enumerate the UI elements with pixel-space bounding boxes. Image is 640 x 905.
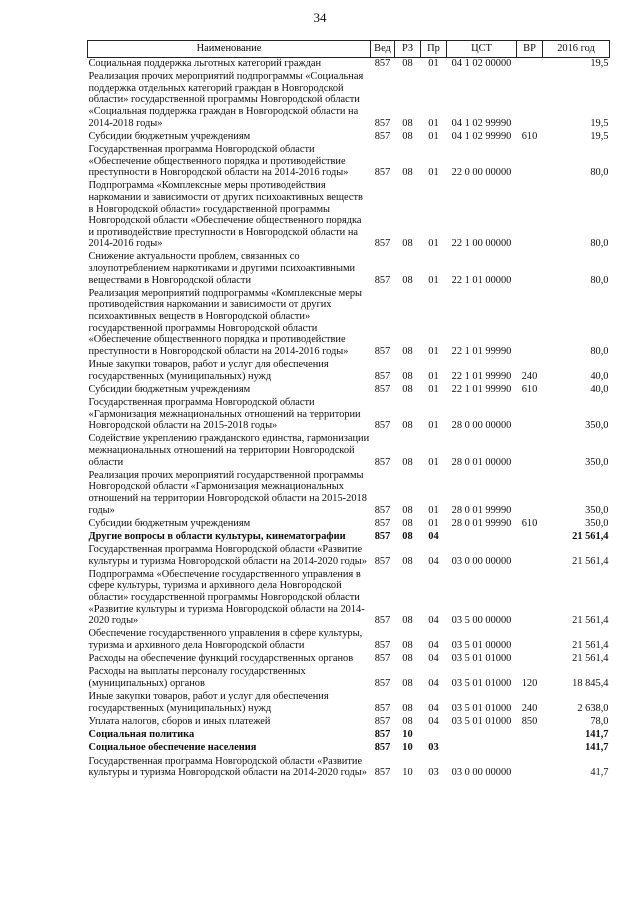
cell-name: Обеспечение государственного управления в сфере культуры, туризма и архивного дела Новгородской области <box>88 628 363 651</box>
cell-ved: 857 <box>374 504 391 516</box>
cell-cst: 03 0 00 00000 <box>451 767 512 779</box>
cell-vr <box>517 729 543 742</box>
cell-name: Уплата налогов, сборов и иных платежей <box>88 715 271 727</box>
cell-rz: 08 <box>402 130 413 142</box>
cell-sum: 40,0 <box>590 383 609 395</box>
cell-ved: 857 <box>374 640 391 651</box>
cell-ved: 857 <box>374 167 391 179</box>
cell-pr <box>421 729 447 742</box>
table-row <box>88 71 610 131</box>
cell-cst: 28 0 01 99990 <box>451 504 512 516</box>
cell-vr <box>517 756 543 781</box>
cell-name: Социальная поддержка льготных категорий граждан <box>88 58 322 69</box>
cell-name: Государственная программа Новгородской области «Развитие культуры и туризма Новгородской области на 2014-2020 годы» <box>88 544 367 567</box>
table-row <box>88 544 610 569</box>
cell-name: Субсидии бюджетным учреждениям <box>88 383 251 395</box>
cell-ved: 857 <box>374 767 391 779</box>
cell-pr: 01 <box>428 370 439 382</box>
cell-sum: 80,0 <box>590 274 609 286</box>
cell-cst: 03 5 01 01000 <box>451 677 512 689</box>
cell-ved: 857 <box>374 383 391 395</box>
cell-cst: 28 0 01 99990 <box>451 517 512 529</box>
cell-pr: 01 <box>428 345 439 357</box>
cell-rz: 08 <box>402 58 413 69</box>
cell-sum: 21 561,4 <box>572 615 609 627</box>
cell-sum: 21 561,4 <box>572 530 609 542</box>
table-row <box>88 531 610 544</box>
table-row <box>88 666 610 691</box>
cell-ved: 857 <box>374 615 391 627</box>
cell-cst: 04 1 02 99990 <box>451 117 512 129</box>
cell-pr: 04 <box>428 702 439 714</box>
cell-vr <box>517 433 543 469</box>
cell-vr <box>517 58 543 72</box>
cell-vr <box>517 71 543 131</box>
table-row <box>88 131 610 144</box>
cell-rz: 08 <box>402 167 413 179</box>
table-row <box>88 518 610 531</box>
cell-rz: 08 <box>402 517 413 529</box>
cell-rz: 08 <box>402 555 413 567</box>
cell-cst: 03 5 01 01000 <box>451 653 512 665</box>
cell-rz: 08 <box>402 274 413 286</box>
cell-rz: 08 <box>402 117 413 129</box>
table-row <box>88 569 610 629</box>
cell-sum: 18 845,4 <box>572 677 609 689</box>
cell-ved: 857 <box>374 677 391 689</box>
cell-ved: 857 <box>374 238 391 250</box>
cell-name: Государственная программа Новгородской области «Обеспечение общественного порядка и противодействие преступности в Новгородской области на 2014-2016 годы» <box>88 143 349 179</box>
cell-vr: 240 <box>521 370 538 382</box>
cell-name: Расходы на выплаты персоналу государственных (муниципальных) органов <box>88 666 306 689</box>
cell-vr: 610 <box>521 130 538 142</box>
cell-vr <box>517 288 543 359</box>
table-row <box>88 384 610 397</box>
cell-pr: 01 <box>428 517 439 529</box>
header-ved: Вед <box>371 41 395 58</box>
cell-ved: 857 <box>374 345 391 357</box>
cell-vr <box>517 144 543 180</box>
cell-name: Субсидии бюджетным учреждениям <box>88 130 251 142</box>
cell-sum: 350,0 <box>585 504 609 516</box>
cell-vr: 610 <box>521 383 538 395</box>
table-row <box>88 742 610 755</box>
cell-sum: 40,0 <box>590 370 609 382</box>
cell-cst: 22 1 00 00000 <box>451 238 512 250</box>
cell-cst: 22 1 01 99990 <box>451 345 512 357</box>
cell-cst: 22 1 01 00000 <box>451 274 512 286</box>
cell-name: Реализация прочих мероприятий подпрограммы «Социальная поддержка отдельных категорий граждан в Новгородской области» государственной программы Новгородской области «Социальная поддержка граждан в Новгородской области на 2014-2018 годы» <box>88 71 364 129</box>
cell-vr <box>517 470 543 518</box>
header-rz: РЗ <box>395 41 421 58</box>
cell-sum: 78,0 <box>590 715 609 727</box>
table-row <box>88 691 610 716</box>
cell-ved: 857 <box>374 702 391 714</box>
cell-rz: 08 <box>402 238 413 250</box>
cell-name: Субсидии бюджетным учреждениям <box>88 517 251 529</box>
cell-cst: 28 0 01 00000 <box>451 456 512 468</box>
cell-pr: 01 <box>428 274 439 286</box>
cell-pr: 01 <box>428 238 439 250</box>
table-row <box>88 433 610 469</box>
cell-rz: 08 <box>402 702 413 714</box>
cell-cst <box>447 742 517 755</box>
table-row <box>88 180 610 251</box>
table-row <box>88 144 610 180</box>
cell-pr: 01 <box>428 167 439 179</box>
cell-sum: 41,7 <box>590 767 609 779</box>
header-sum: 2016 год <box>543 41 610 58</box>
cell-name: Социальная политика <box>88 729 195 741</box>
cell-sum: 350,0 <box>585 456 609 468</box>
cell-pr: 01 <box>428 117 439 129</box>
cell-ved: 857 <box>374 274 391 286</box>
table-row <box>88 470 610 518</box>
cell-vr <box>517 628 543 653</box>
table-row <box>88 628 610 653</box>
cell-rz: 08 <box>402 653 413 665</box>
cell-cst <box>447 729 517 742</box>
cell-pr: 03 <box>428 767 439 779</box>
header-pr: Пр <box>421 41 447 58</box>
cell-sum: 21 561,4 <box>572 653 609 665</box>
cell-cst: 22 1 01 99990 <box>451 383 512 395</box>
cell-rz: 08 <box>402 504 413 516</box>
cell-sum: 21 561,4 <box>572 640 609 651</box>
cell-cst: 03 0 00 00000 <box>451 555 512 567</box>
cell-ved: 857 <box>374 370 391 382</box>
cell-ved: 857 <box>374 742 391 754</box>
cell-rz: 08 <box>402 383 413 395</box>
cell-name: Государственная программа Новгородской области «Развитие культуры и туризма Новгородской области на 2014-2020 годы» <box>88 755 367 779</box>
cell-ved: 857 <box>374 530 391 542</box>
cell-sum: 19,5 <box>590 58 609 69</box>
table-row <box>88 653 610 666</box>
cell-pr: 01 <box>428 130 439 142</box>
cell-pr: 03 <box>428 742 439 754</box>
cell-cst <box>447 531 517 544</box>
table-row <box>88 716 610 729</box>
cell-name: Подпрограмма «Комплексные меры противодействия наркомании и зависимости от других психоактивных веществ в Новгородской области» государственной программы Новгородской области «Обеспечение общественного порядка и противодействие преступности в Новгородской области на 2014-2016 годы» <box>88 180 363 250</box>
cell-vr <box>517 397 543 433</box>
cell-rz: 08 <box>402 345 413 357</box>
budget-table <box>87 40 610 780</box>
cell-sum: 141,7 <box>585 729 609 741</box>
cell-name: Иные закупки товаров, работ и услуг для обеспечения государственных (муниципальных) нужд <box>88 359 329 382</box>
table-row <box>88 359 610 384</box>
cell-sum: 350,0 <box>585 517 609 529</box>
cell-vr <box>517 544 543 569</box>
cell-vr <box>517 653 543 666</box>
cell-name: Подпрограмма «Обеспечение государственного управления в сфере культуры, туризма и архивного дела Новгородской области» государственной программы Новгородской области «Развитие культуры и туризма Новгородской области на 2014-2020 годы» <box>88 568 365 627</box>
cell-cst: 22 0 00 00000 <box>451 167 512 179</box>
cell-vr: 120 <box>521 677 538 689</box>
cell-ved: 857 <box>374 555 391 567</box>
cell-cst: 04 1 02 00000 <box>451 58 512 69</box>
cell-pr: 01 <box>428 504 439 516</box>
cell-ved: 857 <box>374 130 391 142</box>
cell-vr: 610 <box>521 517 538 529</box>
cell-rz: 10 <box>402 729 413 741</box>
table-row <box>88 58 610 72</box>
cell-rz: 10 <box>402 767 413 779</box>
cell-sum: 141,7 <box>585 742 609 754</box>
cell-ved: 857 <box>374 517 391 529</box>
cell-vr <box>517 251 543 287</box>
cell-cst: 22 1 01 99990 <box>451 370 512 382</box>
table-row <box>88 288 610 359</box>
cell-cst: 03 5 01 01000 <box>451 702 512 714</box>
header-cst: ЦСТ <box>447 41 517 58</box>
cell-pr: 04 <box>428 530 439 542</box>
header-vr: ВР <box>517 41 543 58</box>
cell-cst: 03 5 00 00000 <box>451 615 512 627</box>
cell-sum: 80,0 <box>590 167 609 179</box>
cell-rz: 10 <box>402 742 413 754</box>
cell-pr: 01 <box>428 420 439 432</box>
cell-cst: 03 5 01 00000 <box>451 640 512 651</box>
cell-pr: 01 <box>428 58 439 69</box>
cell-name: Реализация мероприятий подпрограммы «Комплексные меры противодействия наркомании и зависимости от других психоактивных веществ в Новгородской области» государственной программы Новгородской области «Обеспечение общественного порядка и противодействие преступности в Новгородской области на 2014-2016 годы» <box>88 287 363 357</box>
cell-rz: 08 <box>402 456 413 468</box>
cell-pr: 04 <box>428 653 439 665</box>
cell-rz: 08 <box>402 715 413 727</box>
cell-rz: 08 <box>402 420 413 432</box>
cell-pr: 04 <box>428 715 439 727</box>
cell-sum: 80,0 <box>590 345 609 357</box>
cell-pr: 04 <box>428 677 439 689</box>
cell-ved: 857 <box>374 58 391 69</box>
cell-sum: 19,5 <box>590 117 609 129</box>
cell-rz: 08 <box>402 640 413 651</box>
cell-rz: 08 <box>402 370 413 382</box>
cell-pr: 04 <box>428 640 439 651</box>
cell-cst: 04 1 02 99990 <box>451 130 512 142</box>
cell-name: Другие вопросы в области культуры, кинематографии <box>88 530 346 542</box>
cell-vr: 240 <box>521 702 538 714</box>
cell-cst: 03 5 01 01000 <box>451 715 512 727</box>
cell-pr: 04 <box>428 615 439 627</box>
table-row <box>88 251 610 287</box>
cell-ved: 857 <box>374 715 391 727</box>
cell-sum: 350,0 <box>585 420 609 432</box>
cell-name: Снижение актуальности проблем, связанных со злоупотреблением наркотиками и другими психоактивными веществами в Новгородской области <box>88 251 356 286</box>
cell-ved: 857 <box>374 729 391 741</box>
cell-sum: 80,0 <box>590 238 609 250</box>
table-header <box>88 41 610 58</box>
cell-vr <box>517 569 543 629</box>
cell-name: Расходы на обеспечение функций государственных органов <box>88 653 354 665</box>
cell-rz: 08 <box>402 615 413 627</box>
cell-name: Иные закупки товаров, работ и услуг для обеспечения государственных (муниципальных) нужд <box>88 691 329 714</box>
cell-ved: 857 <box>374 420 391 432</box>
cell-vr: 850 <box>521 715 538 727</box>
cell-pr: 01 <box>428 383 439 395</box>
table-row <box>88 756 610 781</box>
cell-sum: 21 561,4 <box>572 555 609 567</box>
cell-vr <box>517 531 543 544</box>
cell-rz: 08 <box>402 677 413 689</box>
cell-name: Государственная программа Новгородской области «Гармонизация межнациональных отношений на территории Новгородской области на 2015-2018 годы» <box>88 396 361 432</box>
table-row <box>88 729 610 742</box>
cell-name: Содействие укреплению гражданского единства, гармонизации межнациональных отношений на территории Новгородской области <box>88 433 370 468</box>
cell-rz: 08 <box>402 530 413 542</box>
cell-ved: 857 <box>374 653 391 665</box>
cell-pr: 01 <box>428 456 439 468</box>
table-row <box>88 397 610 433</box>
cell-vr <box>517 742 543 755</box>
cell-sum: 2 638,0 <box>577 702 609 714</box>
cell-sum: 19,5 <box>590 130 609 142</box>
cell-ved: 857 <box>374 456 391 468</box>
cell-vr <box>517 180 543 251</box>
header-name: Наименование <box>88 41 371 58</box>
table-body <box>88 58 610 781</box>
cell-ved: 857 <box>374 117 391 129</box>
cell-name: Социальное обеспечение населения <box>88 742 257 754</box>
page-number: 34 <box>313 10 327 25</box>
cell-cst: 28 0 00 00000 <box>451 420 512 432</box>
cell-name: Реализация прочих мероприятий государственной программы Новгородской области «Гармонизация межнациональных отношений на территории Новгородской области на 2015-2018 годы» <box>88 469 367 516</box>
cell-pr: 04 <box>428 555 439 567</box>
